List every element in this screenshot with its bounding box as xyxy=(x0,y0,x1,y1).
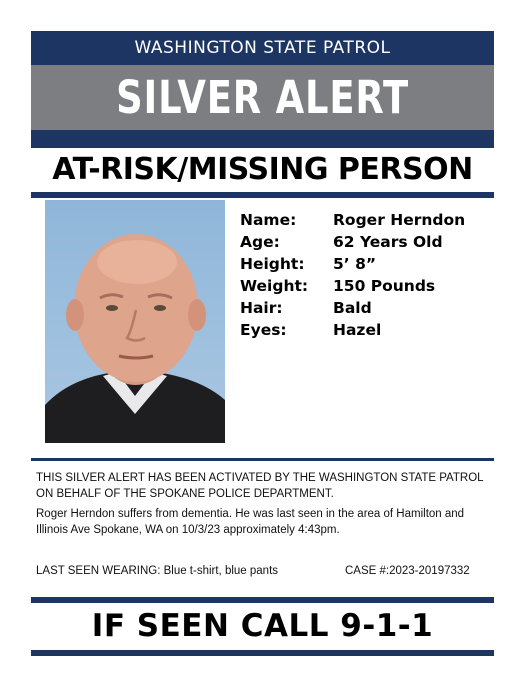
case-number: CASE #:2023-20197332 xyxy=(345,565,470,577)
detail-label: Hair: xyxy=(240,299,283,317)
detail-value: 62 Years Old xyxy=(333,233,443,251)
detail-name xyxy=(240,209,500,231)
divider-top xyxy=(31,192,494,198)
person-details xyxy=(240,209,500,341)
header-bottom-bar xyxy=(31,130,494,148)
divider-lower xyxy=(31,597,494,603)
call-to-action: IF SEEN CALL 9-1-1 xyxy=(91,608,434,644)
detail-label: Height: xyxy=(240,255,305,273)
divider-middle xyxy=(31,458,494,461)
detail-weight xyxy=(240,275,500,297)
detail-value: 5’ 8” xyxy=(333,255,377,273)
agency-banner xyxy=(31,31,494,65)
activation-notice: THIS SILVER ALERT HAS BEEN ACTIVATED BY THE WASHINGTON STATE PATROL ON BEHALF OF THE SPOKANE POLICE DEPARTMENT. xyxy=(36,472,484,500)
detail-label: Age: xyxy=(240,233,280,251)
divider-bottom xyxy=(31,650,494,656)
agency-name: WASHINGTON STATE PATROL xyxy=(134,38,391,58)
detail-hair xyxy=(240,297,500,319)
detail-label: Weight: xyxy=(240,277,309,295)
detail-value: Roger Herndon xyxy=(333,211,466,229)
detail-value: Bald xyxy=(333,299,372,317)
detail-age xyxy=(240,231,500,253)
page-subtitle: AT-RISK/MISSING PERSON xyxy=(52,152,473,187)
detail-value: Hazel xyxy=(333,321,382,339)
detail-eyes xyxy=(240,319,500,341)
person-description: Roger Herndon suffers from dementia. He was last seen in the area of Hamilton and Illinois Ave Spokane, WA on 10/3/23 approximately 4:43pm. xyxy=(36,508,465,536)
detail-label: Eyes: xyxy=(240,321,287,339)
last-seen-wearing: LAST SEEN WEARING: Blue t-shirt, blue pants xyxy=(36,565,279,577)
alert-title-banner xyxy=(31,65,494,130)
person-photo-illustration xyxy=(45,200,225,443)
alert-title: SILVER ALERT xyxy=(116,71,409,124)
detail-height xyxy=(240,253,500,275)
detail-label: Name: xyxy=(240,211,297,229)
person-photo xyxy=(45,200,225,443)
detail-value: 150 Pounds xyxy=(333,277,436,295)
